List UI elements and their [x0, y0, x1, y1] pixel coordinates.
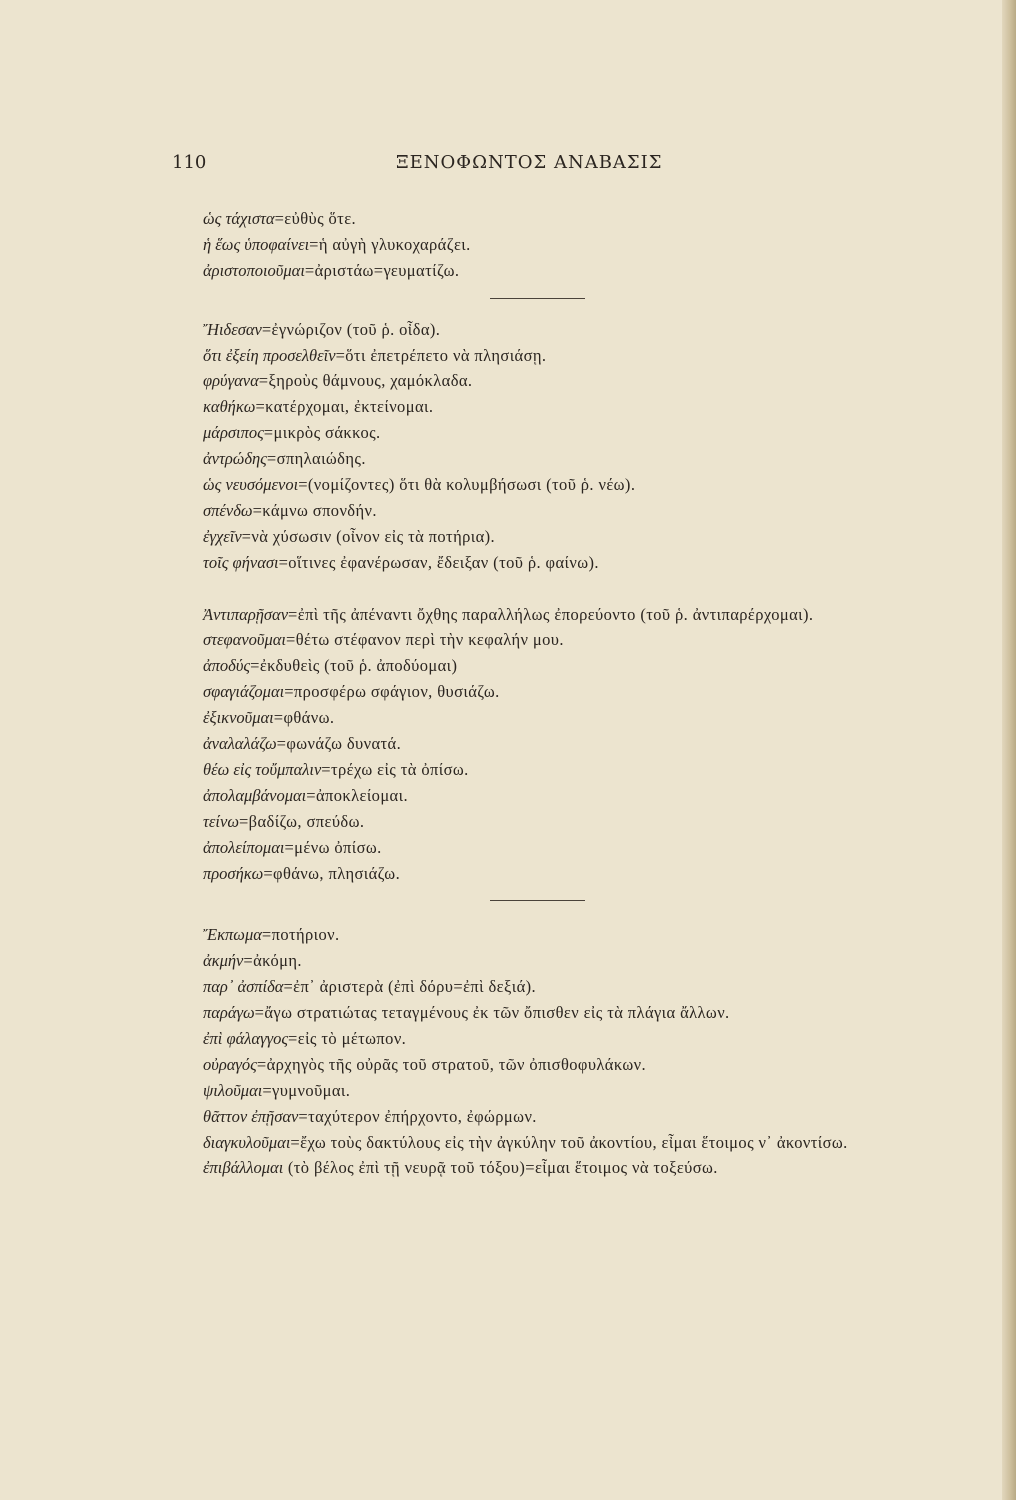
entry-definition: =θέτω στέφανον περὶ τὴν κεφαλήν μου.: [286, 630, 564, 650]
entry-definition: =σπηλαιώδης.: [266, 449, 366, 469]
glossary-entry: [203, 679, 903, 705]
glossary-entry: [203, 1052, 903, 1078]
page-number: 110: [172, 152, 207, 173]
glossary-entry: [203, 922, 903, 948]
glossary-entry: [203, 524, 903, 550]
entry-definition: =ποτήριον.: [261, 925, 340, 945]
glossary-entry: [203, 948, 903, 974]
entry-term: ἀντρώδης: [203, 449, 267, 469]
entry-term: ἐξικνοῦμαι: [203, 708, 274, 728]
entry-definition: =ἔχω τοὺς δακτύλους εἰς τὴν ἀγκύλην τοῦ ἀκοντίου, εἶμαι ἕτοιμος ν᾽ ἀκοντίσω.: [290, 1132, 848, 1152]
entry-term: θέω εἰς τοὔμπαλιν: [203, 759, 322, 779]
entry-definition: =ἀριστάω=γευματίζω.: [304, 260, 460, 280]
glossary-entry: [203, 206, 903, 232]
glossary-entry: [203, 368, 903, 394]
entry-term: ἐπιβάλλομαι: [203, 1158, 284, 1178]
entry-term: οὐραγός: [203, 1054, 257, 1074]
entry-term: ἐγχεῖν: [203, 526, 242, 546]
entry-definition: =ἐπ᾽ ἀριστερὰ (ἐπὶ δόρυ=ἐπὶ δεξιά).: [283, 977, 537, 997]
entry-term: φρύγανα: [203, 371, 259, 391]
entry-definition: =βαδίζω, σπεύδω.: [238, 811, 365, 831]
entry-term: ψιλοῦμαι: [203, 1080, 263, 1100]
entry-term: παρ᾽ ἀσπίδα: [203, 977, 284, 997]
glossary-entry: [203, 472, 903, 498]
glossary-entry: [203, 835, 903, 861]
glossary-entry: [203, 1130, 903, 1156]
entry-term: τείνω: [203, 811, 239, 831]
entry-term: σφαγιάζομαι: [203, 682, 285, 702]
entry-definition: =ἀποκλείομαι.: [306, 785, 408, 805]
glossary-entry: [203, 232, 903, 258]
glossary-entry: [203, 1078, 903, 1104]
glossary-entry: [203, 317, 903, 343]
entry-term: ἐπὶ φάλαγγος: [203, 1028, 289, 1048]
entry-term: ἀπολείπομαι: [203, 837, 285, 857]
entry-definition: =ξηροὺς θάμνους, χαμόκλαδα.: [258, 371, 473, 391]
entry-definition: =ἐγνώριζον (τοῦ ῥ. οἶδα).: [261, 319, 441, 339]
entry-definition: =οἵτινες ἐφανέρωσαν, ἔδειξαν (τοῦ ῥ. φαίνω).: [278, 552, 599, 572]
glossary-entry: [203, 1026, 903, 1052]
glossary-entry: [203, 550, 903, 576]
entry-term: σπένδω: [203, 500, 253, 520]
entry-definition: =εἰς τὸ μέτωπον.: [288, 1028, 407, 1048]
glossary-entry: [203, 861, 903, 887]
glossary-entry: [203, 1000, 903, 1026]
entry-definition: =ὅτι ἐπετρέπετο νὰ πλησιάσῃ.: [335, 345, 547, 365]
entry-term: μάρσιπος: [203, 423, 264, 443]
glossary-entry: [203, 783, 903, 809]
entry-term: Ἤιδεσαν: [203, 319, 262, 339]
entry-term: ἀκμήν: [203, 951, 244, 971]
entry-definition: =κάμνω σπονδήν.: [252, 500, 377, 520]
entry-term: τοῖς φήνασι: [203, 552, 279, 572]
entry-term: παράγω: [203, 1003, 255, 1023]
entry-definition: =ἀρχηγὸς τῆς οὐρᾶς τοῦ στρατοῦ, τῶν ὀπισθοφυλάκων.: [256, 1054, 647, 1074]
entry-definition: =κατέρχομαι, ἐκτείνομαι.: [255, 397, 434, 417]
entry-term: στεφανοῦμαι: [203, 630, 287, 650]
glossary-entry: [203, 653, 903, 679]
page-edge: [1002, 0, 1016, 1500]
glossary-entry: [203, 1104, 903, 1130]
entry-term: διαγκυλοῦμαι: [203, 1132, 291, 1152]
entry-definition: =μένω ὀπίσω.: [284, 837, 382, 857]
glossary-entry: [203, 627, 903, 653]
glossary-entry: [203, 809, 903, 835]
glossary-section: [203, 922, 903, 1181]
entry-term: ἀναλαλάζω: [203, 734, 277, 754]
entry-definition: =ταχύτερον ἐπήρχοντο, ἐφώρμων.: [298, 1106, 537, 1126]
entry-term: καθήκω: [203, 397, 256, 417]
glossary-entry: [203, 498, 903, 524]
entry-definition: =φωνάζω δυνατά.: [276, 734, 402, 754]
entry-definition: =ἄγω στρατιώτας τεταγμένους ἐκ τῶν ὄπισθεν εἰς τὰ πλάγια ἄλλων.: [254, 1003, 730, 1023]
entry-definition: =τρέχω εἰς τὰ ὀπίσω.: [321, 759, 469, 779]
glossary-section: [203, 317, 903, 576]
glossary-entry: [203, 974, 903, 1000]
entry-term: ὡς νευσόμενοι: [203, 475, 299, 495]
entry-definition: =ἐκδυθεὶς (τοῦ ῥ. ἀποδύομαι): [250, 656, 458, 676]
entry-definition: =νὰ χύσωσιν (οἶνον εἰς τὰ ποτήρια).: [241, 526, 496, 546]
entry-definition: =προσφέρω σφάγιον, θυσιάζω.: [284, 682, 500, 702]
glossary-entry: [203, 446, 903, 472]
glossary-section: [203, 206, 903, 284]
section-divider: [490, 900, 585, 901]
entry-term: Ἀντιπαρῇσαν: [203, 604, 289, 624]
entry-definition: =φθάνω.: [273, 708, 335, 728]
entry-definition: =ἐπὶ τῆς ἀπέναντι ὄχθης παραλλήλως ἐπορεύοντο (τοῦ ῥ. ἀντιπαρέρχομαι).: [288, 604, 814, 624]
entry-term: θᾶττον ἐπῇσαν: [203, 1106, 299, 1126]
glossary-entry: [203, 731, 903, 757]
glossary-content: [203, 206, 903, 1181]
glossary-entry: [203, 1155, 903, 1181]
glossary-entry: [203, 343, 903, 369]
entry-term: ἡ ἕως ὑποφαίνει: [203, 234, 310, 254]
entry-definition: (τὸ βέλος ἐπὶ τῇ νευρᾷ τοῦ τόξου)=εἶμαι ἕτοιμος νὰ τοξεύσω.: [283, 1158, 718, 1178]
glossary-entry: [203, 705, 903, 731]
entry-definition: =μικρὸς σάκκος.: [263, 423, 381, 443]
entry-term: ἀριστοποιοῦμαι: [203, 260, 305, 280]
glossary-section: [203, 602, 903, 887]
entry-definition: =εὐθὺς ὅτε.: [274, 209, 357, 228]
entry-term: ὡς τάχιστα: [203, 209, 275, 228]
glossary-entry: [203, 394, 903, 420]
glossary-entry: [203, 757, 903, 783]
entry-definition: =γυμνοῦμαι.: [262, 1080, 351, 1100]
glossary-entry: [203, 420, 903, 446]
section-divider: [490, 298, 585, 299]
glossary-entry: [203, 602, 903, 628]
entry-definition: =ἀκόμη.: [243, 951, 302, 971]
glossary-entry: [203, 258, 903, 284]
entry-term: ὅτι ἐξείη προσελθεῖν: [203, 345, 336, 365]
entry-term: ἀπολαμβάνομαι: [203, 785, 307, 805]
entry-term: ἀποδύς: [203, 656, 251, 676]
entry-definition: =ἡ αὐγὴ γλυκοχαράζει.: [309, 234, 471, 254]
entry-definition: =φθάνω, πλησιάζω.: [263, 863, 401, 883]
entry-term: Ἔκπωμα: [203, 925, 262, 945]
page-header: [0, 152, 1016, 176]
entry-term: προσήκω: [203, 863, 264, 883]
entry-definition: =(νομίζοντες) ὅτι θὰ κολυμβήσωσι (τοῦ ῥ. νέω).: [298, 475, 636, 495]
running-title: ΞΕΝΟΦΩΝΤΟΣ ΑΝΑΒΑΣΙΣ: [396, 152, 663, 173]
